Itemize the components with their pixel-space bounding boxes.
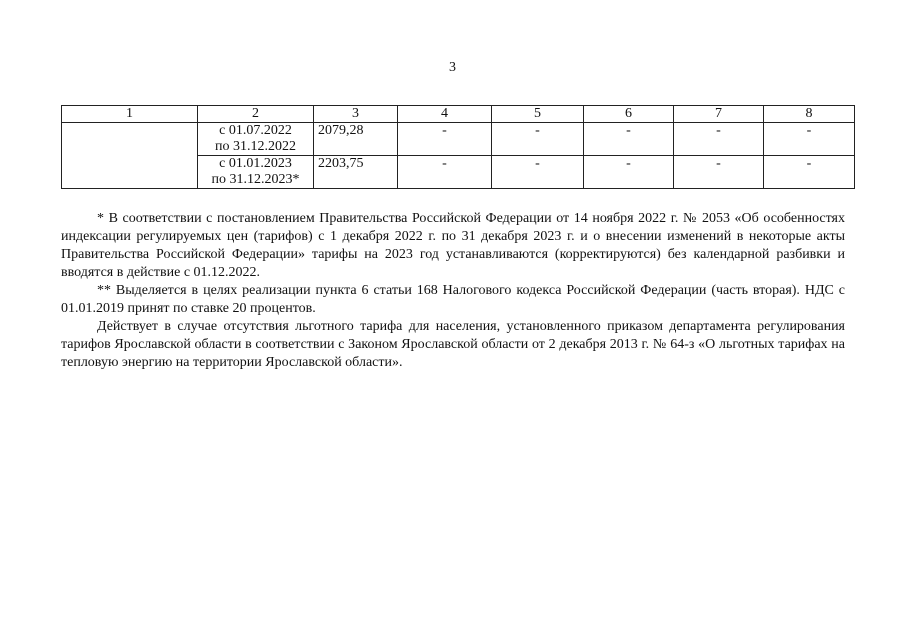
column-header: 3	[314, 106, 398, 123]
table-cell: -	[674, 156, 764, 189]
period-to: по 31.12.2023*	[211, 172, 300, 187]
column-header: 7	[674, 106, 764, 123]
column-header: 1	[62, 106, 198, 123]
table-cell: -	[492, 156, 584, 189]
period-cell	[198, 156, 314, 189]
table-cell: -	[398, 123, 492, 156]
footnotes	[61, 210, 845, 372]
table-cell: -	[492, 123, 584, 156]
table-cell: -	[764, 123, 855, 156]
table-header-row	[62, 106, 855, 123]
tariff-value: 2079,28	[314, 123, 398, 156]
column-header: 5	[492, 106, 584, 123]
period-from: с 01.01.2023	[219, 156, 292, 171]
table-cell: -	[584, 156, 674, 189]
table-cell: -	[398, 156, 492, 189]
column-header: 4	[398, 106, 492, 123]
table-cell: -	[764, 156, 855, 189]
footnote-3: Действует в случае отсутствия льготного тарифа для населения, установленного приказом департамента регулирования тарифов Ярославской области в соответствии с Законом Ярославской области от 2 декабря 2013 г. № 64-з «О льготных тарифах на тепловую энергию на территории Ярославской области».	[61, 319, 845, 370]
period-cell	[198, 123, 314, 156]
period-to: по 31.12.2022	[215, 139, 296, 154]
footnote-1: * В соответствии с постановлением Правительства Российской Федерации от 14 ноября 2022 г. № 2053 «Об особенностях индексации регулируемых цен (тарифов) с 1 декабря 2022 г. по 31 декабря 2023 г. и о внесении изменений в некоторые акты Правительства Российской Федерации» тарифы на 2023 год устанавливаются (корректируются) без календарной разбивки и вводятся в действие с 01.12.2022.	[61, 211, 845, 280]
footnote-2: ** Выделяется в целях реализации пункта 6 статьи 168 Налогового кодекса Российской Федерации (часть вторая). НДС с 01.01.2019 принят по ставке 20 процентов.	[61, 283, 845, 316]
tariff-table	[61, 105, 855, 189]
table-row	[62, 123, 855, 156]
period-from: с 01.07.2022	[219, 123, 292, 138]
column-header: 2	[198, 106, 314, 123]
column-header: 8	[764, 106, 855, 123]
page-number: 3	[449, 60, 456, 75]
empty-cell	[62, 123, 198, 189]
tariff-value: 2203,75	[314, 156, 398, 189]
table-cell: -	[584, 123, 674, 156]
table-cell: -	[674, 123, 764, 156]
column-header: 6	[584, 106, 674, 123]
